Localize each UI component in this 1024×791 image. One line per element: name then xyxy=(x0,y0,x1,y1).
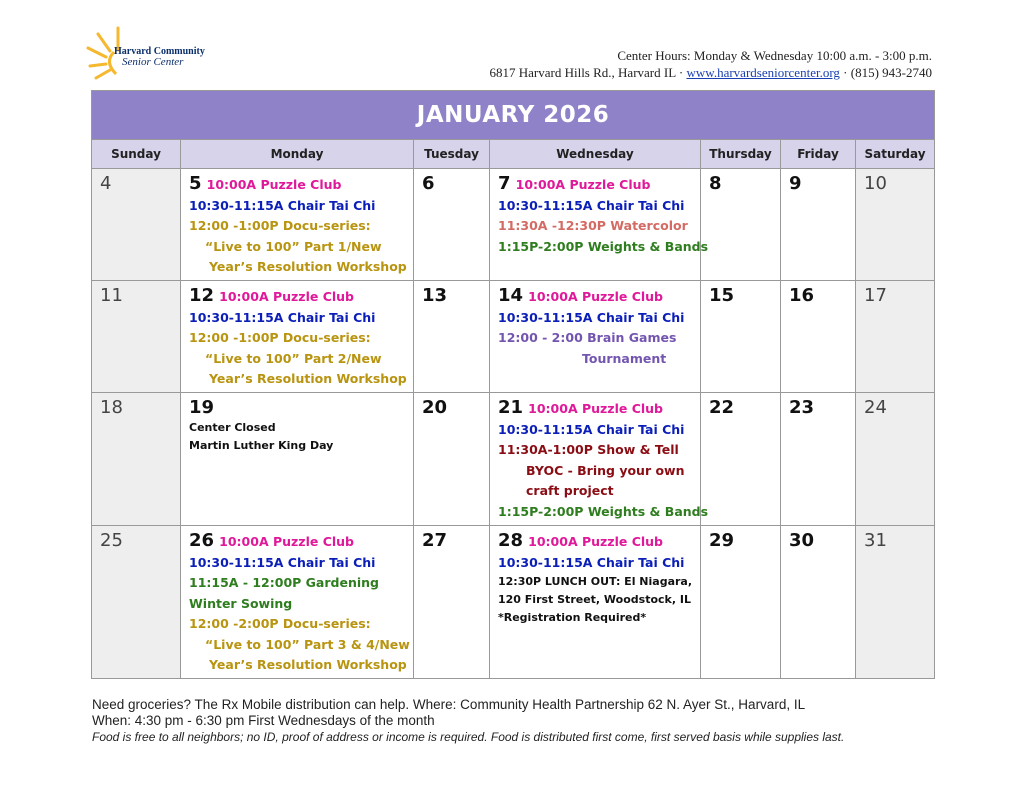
event: 1:15P-2:00P Weights & Bands xyxy=(498,503,709,519)
event: Tournament xyxy=(582,350,667,366)
day-number: 19 xyxy=(189,397,215,418)
day-number: 16 xyxy=(789,285,815,306)
event: Center Closed xyxy=(189,421,276,434)
event: 12:30P LUNCH OUT: El Niagara, xyxy=(498,575,693,588)
event: BYOC - Bring your own xyxy=(526,462,685,478)
address: 6817 Harvard Hills Rd., Harvard IL · xyxy=(489,65,684,80)
event: 10:30-11:15A Chair Tai Chi xyxy=(498,309,685,325)
day-number: 15 xyxy=(709,285,735,306)
event: 11:30A-1:00P Show & Tell xyxy=(498,442,679,457)
day-cell xyxy=(856,393,935,526)
logo-line2: Senior Center xyxy=(122,56,184,68)
week-row xyxy=(92,169,935,281)
day-number: 28 xyxy=(498,530,524,551)
day-header-sunday: Sunday xyxy=(92,140,181,169)
day-number: 24 xyxy=(864,397,887,418)
day-cell xyxy=(781,526,856,679)
day-number: 30 xyxy=(789,530,815,551)
event: 10:30-11:15A Chair Tai Chi xyxy=(498,197,685,213)
day-cell xyxy=(781,281,856,393)
footer-line3: Food is free to all neighbors; no ID, proof of address or income is required. Food is distributed first come, first served basis while supplies last. xyxy=(92,730,845,744)
event: 10:00A Puzzle Club xyxy=(528,401,664,416)
day-cell xyxy=(856,169,935,281)
event: 10:00A Puzzle Club xyxy=(219,534,355,549)
day-cell xyxy=(490,169,709,281)
day-number: 14 xyxy=(498,285,524,306)
phone: · (815) 943-2740 xyxy=(843,65,932,80)
calendar-title: JANUARY 2026 xyxy=(92,91,935,140)
day-cell xyxy=(92,526,181,679)
event: Year’s Resolution Workshop xyxy=(209,657,407,672)
week-row xyxy=(92,526,935,679)
day-number: 22 xyxy=(709,397,735,418)
event: 10:30-11:15A Chair Tai Chi xyxy=(189,554,376,570)
event: 10:30-11:15A Chair Tai Chi xyxy=(189,309,376,325)
day-cell xyxy=(701,526,781,679)
day-cell xyxy=(181,281,414,393)
day-cell xyxy=(92,169,181,281)
day-number: 29 xyxy=(709,530,735,551)
day-number: 4 xyxy=(100,173,112,194)
day-cell xyxy=(490,526,701,679)
event: 120 First Street, Woodstock, IL xyxy=(498,593,691,606)
day-cell xyxy=(181,393,414,526)
event: Year’s Resolution Workshop xyxy=(209,259,407,274)
event: 10:00A Puzzle Club xyxy=(515,177,651,192)
day-cell xyxy=(781,169,856,281)
event: 11:30A -12:30P Watercolor xyxy=(498,218,688,233)
event: 10:00A Puzzle Club xyxy=(528,534,664,549)
event: 1:15P-2:00P Weights & Bands xyxy=(498,238,709,254)
event: 10:30-11:15A Chair Tai Chi xyxy=(498,421,685,437)
day-cell xyxy=(181,169,414,281)
day-number: 10 xyxy=(864,173,887,194)
day-header-tuesday: Tuesday xyxy=(414,140,490,169)
day-cell xyxy=(701,169,781,281)
event: “Live to 100” Part 3 & 4/New xyxy=(205,636,410,652)
day-number: 27 xyxy=(422,530,448,551)
day-header-wednesday: Wednesday xyxy=(490,140,701,169)
logo-line1: Harvard Community xyxy=(114,46,205,57)
day-number: 6 xyxy=(422,173,435,194)
day-number: 11 xyxy=(100,285,123,306)
event: 12:00 -1:00P Docu-series: xyxy=(189,330,371,345)
event: craft project xyxy=(526,483,614,498)
event: 12:00 -2:00P Docu-series: xyxy=(189,616,371,631)
event: “Live to 100” Part 2/New xyxy=(205,350,382,366)
week-row xyxy=(92,393,935,526)
day-number: 21 xyxy=(498,397,524,418)
day-cell xyxy=(701,393,781,526)
day-cell xyxy=(92,281,181,393)
event: 12:00 -1:00P Docu-series: xyxy=(189,218,371,233)
day-header-monday: Monday xyxy=(181,140,414,169)
day-cell xyxy=(181,526,414,679)
day-number: 25 xyxy=(100,530,123,551)
event: 12:00 - 2:00 Brain Games xyxy=(498,330,677,345)
website-link[interactable]: www.harvardseniorcenter.org xyxy=(686,65,840,80)
event: 10:30-11:15A Chair Tai Chi xyxy=(189,197,376,213)
day-header-friday: Friday xyxy=(781,140,856,169)
footer-notice xyxy=(92,697,844,745)
event: Martin Luther King Day xyxy=(189,439,334,452)
day-cell xyxy=(781,393,856,526)
contact-line xyxy=(490,64,933,81)
event: 10:00A Puzzle Club xyxy=(528,289,664,304)
day-number: 8 xyxy=(709,173,722,194)
day-number: 5 xyxy=(189,173,202,194)
footer-line2: When: 4:30 pm - 6:30 pm First Wednesdays of the month xyxy=(92,713,435,728)
event: “Live to 100” Part 1/New xyxy=(205,238,382,254)
event: Year’s Resolution Workshop xyxy=(209,371,407,386)
day-number: 12 xyxy=(189,285,215,306)
day-number: 20 xyxy=(422,397,448,418)
week-row xyxy=(92,281,935,393)
day-cell xyxy=(856,526,935,679)
day-number: 23 xyxy=(789,397,815,418)
day-number: 31 xyxy=(864,530,887,551)
day-header-thursday: Thursday xyxy=(701,140,781,169)
event: 10:30-11:15A Chair Tai Chi xyxy=(498,554,685,570)
event: 11:15A - 12:00P Gardening xyxy=(189,575,379,590)
event: *Registration Required* xyxy=(498,611,647,624)
day-cell xyxy=(414,169,490,281)
footer-line1: Need groceries? The Rx Mobile distribution can help. Where: Community Health Partnership 62 N. Ayer St., Harvard, IL xyxy=(92,697,806,712)
day-cell xyxy=(701,281,781,393)
day-cell xyxy=(490,393,709,526)
day-cell xyxy=(490,281,701,393)
day-number: 26 xyxy=(189,530,215,551)
event: 10:00A Puzzle Club xyxy=(219,289,355,304)
center-hours: Center Hours: Monday & Wednesday 10:00 a.m. - 3:00 p.m. xyxy=(617,48,932,63)
center-info xyxy=(490,47,933,81)
day-cell xyxy=(414,393,490,526)
event: 10:00A Puzzle Club xyxy=(206,177,342,192)
calendar-table xyxy=(91,90,935,679)
day-number: 13 xyxy=(422,285,448,306)
day-cell xyxy=(92,393,181,526)
day-number: 17 xyxy=(864,285,887,306)
day-cell xyxy=(856,281,935,393)
day-number: 7 xyxy=(498,173,511,194)
day-number: 9 xyxy=(789,173,802,194)
day-cell xyxy=(414,281,490,393)
event: Winter Sowing xyxy=(189,595,293,611)
day-cell xyxy=(414,526,490,679)
day-number: 18 xyxy=(100,397,123,418)
day-header-saturday: Saturday xyxy=(856,140,935,169)
